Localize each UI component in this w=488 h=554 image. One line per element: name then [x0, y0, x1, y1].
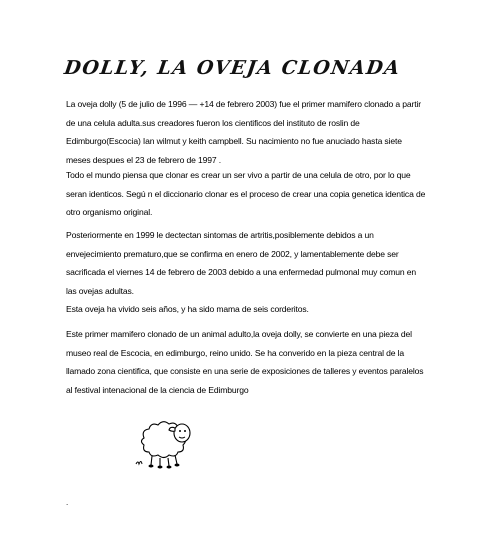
paragraph-museum: Este primer mamifero clonado de un animal adulto,la oveja dolly, se convierte en una pieza del museo real de Escocia, en edimburgo, reino unido. Se ha converido en la pieza central de la llamado zona cientifica, que consiste en una serie de exposiciones de talleres y eventos paralelos al festival intenacional de la ciencia de Edimburgo: [66, 329, 424, 395]
paragraph-illness: Posteriormente en 1999 le dectectan sintomas de artritis,posiblemente debidos a un envejecimiento prematuro,que se confirma en enero de 2002, y lamentablemente debe ser sacrificada el viernes 14 de febrero de 2003 debido a una enfermedad pulmonal muy comun en las ovejas adultas.: [66, 230, 417, 296]
paragraph-cloning-definition: Todo el mundo piensa que clonar es crear un ser vivo a partir de una celula de otro, por lo que seran identicos. Segú n el diccionario clonar es el proceso de crear una copia genetica identica de otro organismo original.: [66, 170, 426, 217]
paragraph-intro: La oveja dolly (5 de julio de 1996 — +14 de febrero 2003) fue el primer mamifero clonado a partir de una celula adulta.sus creadores fueron los cientificos del instituto de roslin de Edimburgo(Escocia) Ian wilmut y keith campbell. Su nacimiento no fue anuciado hasta siete meses despues el 23 de febrero de 1997 .: [66, 99, 421, 165]
page-title: DOLLY, LA OVEJA CLONADA: [62, 57, 403, 79]
paragraph-offspring: Esta oveja ha vivido seis años, y ha sido mama de seis corderitos.: [66, 304, 309, 314]
footer-mark: .: [66, 498, 69, 507]
sheep-illustration: [130, 416, 200, 472]
